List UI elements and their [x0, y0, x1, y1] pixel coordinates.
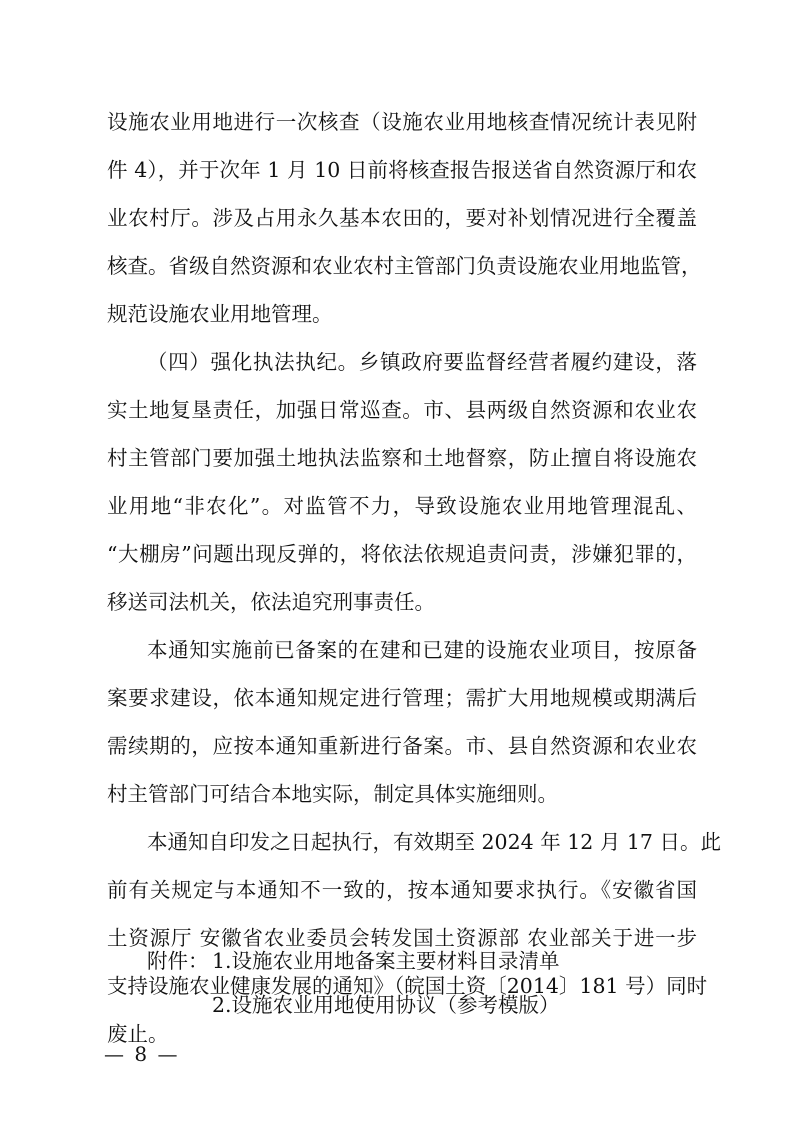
attachment-item-1: 1.设施农业用地备案主要材料目录清单: [212, 949, 560, 973]
text-line: 实土地复垦责任，加强日常巡查。市、县两级自然资源和农业农: [107, 398, 697, 422]
attachment-item-2: 2.设施农业用地使用协议（参考模版）: [212, 993, 560, 1017]
attachments-label: 附件：: [147, 949, 209, 973]
text-line: 业农村厅。涉及占用永久基本农田的，要对补划情况进行全覆盖: [107, 206, 697, 230]
text-line: 废止。: [107, 1022, 169, 1046]
paragraph-first-line: 本通知实施前已备案的在建和已建的设施农业项目，按原备: [147, 638, 697, 662]
text-line: 业用地“非农化”。对监管不力，导致设施农业用地管理混乱、: [107, 494, 697, 518]
text-line: 移送司法机关，依法追究刑事责任。: [107, 590, 435, 614]
text-line: 村主管部门可结合本地实际，制定具体实施细则。: [107, 782, 558, 806]
text-line: 设施农业用地进行一次核查（设施农业用地核查情况统计表见附: [107, 110, 697, 134]
text-line: 件 4），并于次年 1 月 10 日前将核查报告报送省自然资源厅和农: [107, 158, 697, 182]
text-line: 土资源厅 安徽省农业委员会转发国土资源部 农业部关于进一步: [107, 926, 697, 950]
text-line: “大棚房”问题出现反弹的，将依法依规追责问责，涉嫌犯罪的，: [107, 542, 697, 566]
text-line: 前有关规定与本通知不一致的，按本通知要求执行。《安徽省国: [107, 878, 697, 902]
text-line: 支持设施农业健康发展的通知》（皖国土资〔2014〕181 号）同时: [107, 974, 708, 998]
text-line: 需续期的，应按本通知重新进行备案。市、县自然资源和农业农: [107, 734, 697, 758]
section-heading-line: （四）强化执法执纪。乡镇政府要监督经营者履约建设，落: [147, 350, 697, 374]
paragraph-first-line: 本通知自印发之日起执行，有效期至 2024 年 12 月 17 日。此: [147, 830, 721, 854]
text-line: 案要求建设，依本通知规定进行管理；需扩大用地规模或期满后: [107, 686, 697, 710]
page-number: — 8 —: [104, 1042, 180, 1066]
text-line: 村主管部门要加强土地执法监察和土地督察，防止擅自将设施农: [107, 446, 697, 470]
text-line: 规范设施农业用地管理。: [107, 302, 333, 326]
text-line: 核查。省级自然资源和农业农村主管部门负责设施农业用地监管，: [107, 254, 702, 278]
